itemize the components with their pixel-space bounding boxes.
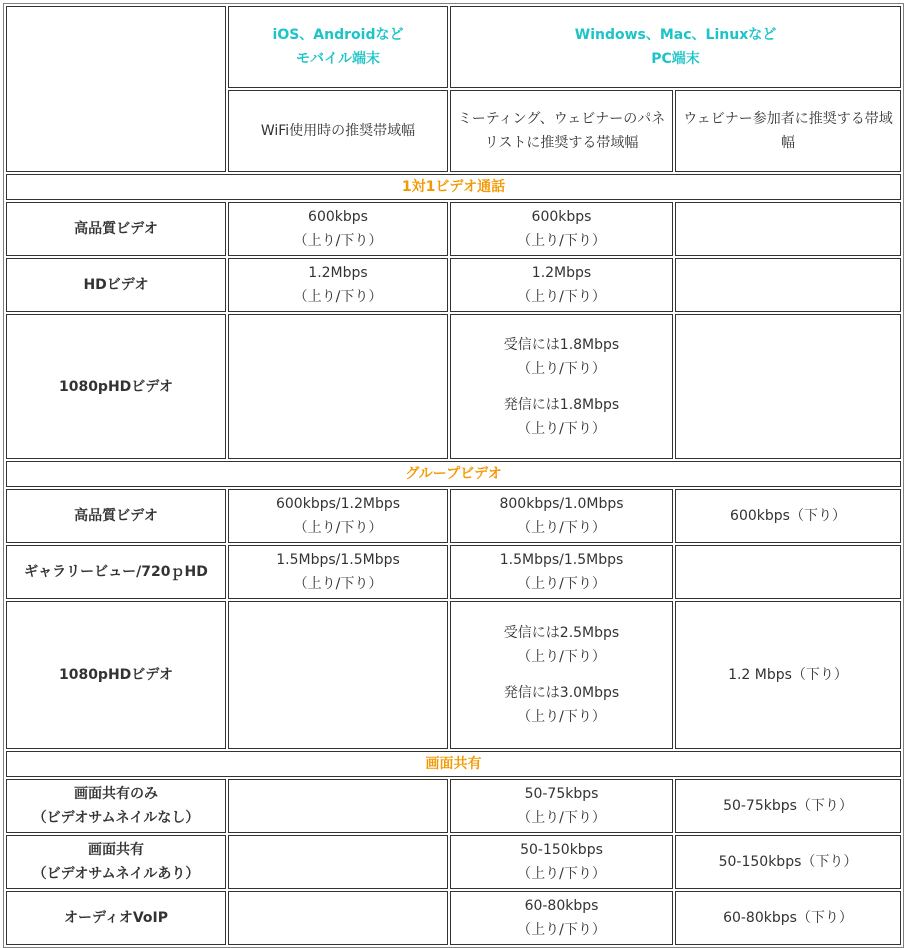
pc-attendee-cell <box>675 489 901 543</box>
table-row <box>6 601 901 749</box>
pc-panelist-cell-line: （上り/下り） <box>517 576 606 592</box>
pc-attendee-cell <box>675 202 901 256</box>
row-label <box>6 489 226 543</box>
mobile-header-line2: モバイル端末 <box>296 51 380 67</box>
pc-attendee-cell <box>675 314 901 459</box>
pc-attendee-cell-line: 60-80kbps（下り） <box>723 910 853 926</box>
mobile-wifi-cell <box>228 545 448 599</box>
pc-header-line1: Windows、Mac、Linuxなど <box>574 27 777 43</box>
pc-panelist-cell-line: （上り/下り） <box>517 520 606 536</box>
table-row <box>6 779 901 833</box>
subheader-wifi: WiFi使用時の推奨帯域幅 <box>228 90 448 172</box>
mobile-header <box>228 6 448 88</box>
pc-panelist-cell-line: 1.5Mbps/1.5Mbps <box>499 552 624 568</box>
pc-panelist-cell-line: （上り/下り） <box>517 649 606 665</box>
row-label-line: （ビデオサムネイルあり） <box>32 866 200 882</box>
pc-panelist-cell <box>450 835 673 889</box>
mobile-wifi-cell <box>228 489 448 543</box>
row-label-line: 高品質ビデオ <box>74 508 158 524</box>
pc-panelist-cell-line: 受信には2.5Mbps <box>503 625 620 641</box>
pc-panelist-cell-line: （上り/下り） <box>517 233 606 249</box>
pc-panelist-cell-line: 発信には3.0Mbps <box>503 685 620 701</box>
section-row <box>6 174 901 200</box>
row-label-line: 画面共有 <box>88 842 144 858</box>
row-label <box>6 545 226 599</box>
row-label <box>6 601 226 749</box>
pc-panelist-cell <box>450 601 673 749</box>
section-row <box>6 461 901 487</box>
row-label <box>6 779 226 833</box>
pc-panelist-cell <box>450 258 673 312</box>
mobile-wifi-cell-line: 1.2Mbps <box>308 265 368 281</box>
pc-attendee-cell <box>675 545 901 599</box>
pc-panelist-cell-line: （上り/下り） <box>517 866 606 882</box>
mobile-wifi-cell <box>228 779 448 833</box>
pc-panelist-cell <box>450 779 673 833</box>
pc-panelist-cell-line: 800kbps/1.0Mbps <box>499 496 624 512</box>
table-row <box>6 891 901 945</box>
pc-panelist-cell-line: （上り/下り） <box>517 289 606 305</box>
mobile-wifi-cell <box>228 835 448 889</box>
row-label <box>6 891 226 945</box>
mobile-wifi-cell-line: （上り/下り） <box>293 576 383 592</box>
row-label <box>6 258 226 312</box>
pc-panelist-cell <box>450 545 673 599</box>
section-title: 1対1ビデオ通話 <box>6 174 901 200</box>
pc-panelist-cell-line: 600kbps <box>531 209 592 225</box>
pc-panelist-cell-line: （上り/下り） <box>517 922 606 938</box>
table-row <box>6 545 901 599</box>
pc-panelist-cell-line: 50-75kbps <box>524 786 599 802</box>
subheader-panelist: ミーティング、ウェビナーのパネリストに推奨する帯域幅 <box>450 90 673 172</box>
mobile-wifi-cell <box>228 314 448 459</box>
pc-panelist-cell-line: （上り/下り） <box>517 360 606 377</box>
pc-panelist-cell-line: （上り/下り） <box>517 420 606 437</box>
mobile-wifi-cell <box>228 258 448 312</box>
mobile-wifi-cell <box>228 891 448 945</box>
row-label-line: （ビデオサムネイルなし） <box>32 810 200 826</box>
pc-panelist-cell-line: 50-150kbps <box>520 842 603 858</box>
pc-panelist-cell <box>450 891 673 945</box>
mobile-wifi-cell-line: （上り/下り） <box>293 520 383 536</box>
row-label-line: 高品質ビデオ <box>74 221 158 237</box>
bandwidth-table <box>3 3 904 948</box>
mobile-wifi-cell-line: 600kbps <box>308 209 368 225</box>
pc-attendee-cell <box>675 779 901 833</box>
mobile-wifi-cell-line: （上り/下り） <box>293 289 383 305</box>
pc-panelist-cell-line: 発信には1.8Mbps <box>503 396 620 413</box>
pc-panelist-cell <box>450 202 673 256</box>
pc-header-line2: PC端末 <box>651 51 700 67</box>
row-label-line: 画面共有のみ <box>74 786 158 802</box>
pc-attendee-cell <box>675 258 901 312</box>
pc-attendee-cell-line: 600kbps（下り） <box>730 508 846 524</box>
row-label <box>6 202 226 256</box>
section-row <box>6 751 901 777</box>
row-label <box>6 314 226 459</box>
table-row <box>6 258 901 312</box>
row-label-line: ギャラリービュー/720ｐHD <box>24 564 208 580</box>
pc-panelist-cell-line: 1.2Mbps <box>531 265 592 281</box>
mobile-wifi-cell-line: 600kbps/1.2Mbps <box>275 496 401 512</box>
pc-panelist-cell-line: （上り/下り） <box>517 709 606 725</box>
pc-panelist-cell <box>450 314 673 459</box>
pc-attendee-cell <box>675 891 901 945</box>
table-row <box>6 835 901 889</box>
row-label-line: HDビデオ <box>83 277 149 293</box>
header-row <box>6 6 901 88</box>
table-row <box>6 314 901 459</box>
pc-panelist-cell-line: 受信には1.8Mbps <box>503 336 620 353</box>
row-label <box>6 835 226 889</box>
row-label-line: 1080pHDビデオ <box>58 378 174 395</box>
section-title: グループビデオ <box>6 461 901 487</box>
table-row <box>6 202 901 256</box>
pc-attendee-cell-line: 50-75kbps（下り） <box>723 798 853 814</box>
mobile-wifi-cell-line: 1.5Mbps/1.5Mbps <box>276 552 400 568</box>
corner-cell <box>6 6 226 172</box>
pc-attendee-cell-line: 50-150kbps（下り） <box>718 854 858 870</box>
mobile-wifi-cell <box>228 601 448 749</box>
subheader-attendee: ウェビナー参加者に推奨する帯域幅 <box>675 90 901 172</box>
spacer <box>454 669 669 681</box>
mobile-wifi-cell <box>228 202 448 256</box>
table-row <box>6 489 901 543</box>
section-title: 画面共有 <box>6 751 901 777</box>
pc-header <box>450 6 901 88</box>
pc-attendee-cell-line: 1.2 Mbps（下り） <box>728 667 848 683</box>
pc-attendee-cell <box>675 601 901 749</box>
mobile-header-line1: iOS、Androidなど <box>272 27 404 43</box>
spacer <box>454 381 669 393</box>
pc-panelist-cell-line: 60-80kbps <box>524 898 599 914</box>
row-label-line: 1080pHDビデオ <box>58 667 174 683</box>
mobile-wifi-cell-line: （上り/下り） <box>293 233 383 249</box>
row-label-line: オーディオVoIP <box>63 910 169 926</box>
pc-attendee-cell <box>675 835 901 889</box>
pc-panelist-cell-line: （上り/下り） <box>517 810 606 826</box>
pc-panelist-cell <box>450 489 673 543</box>
